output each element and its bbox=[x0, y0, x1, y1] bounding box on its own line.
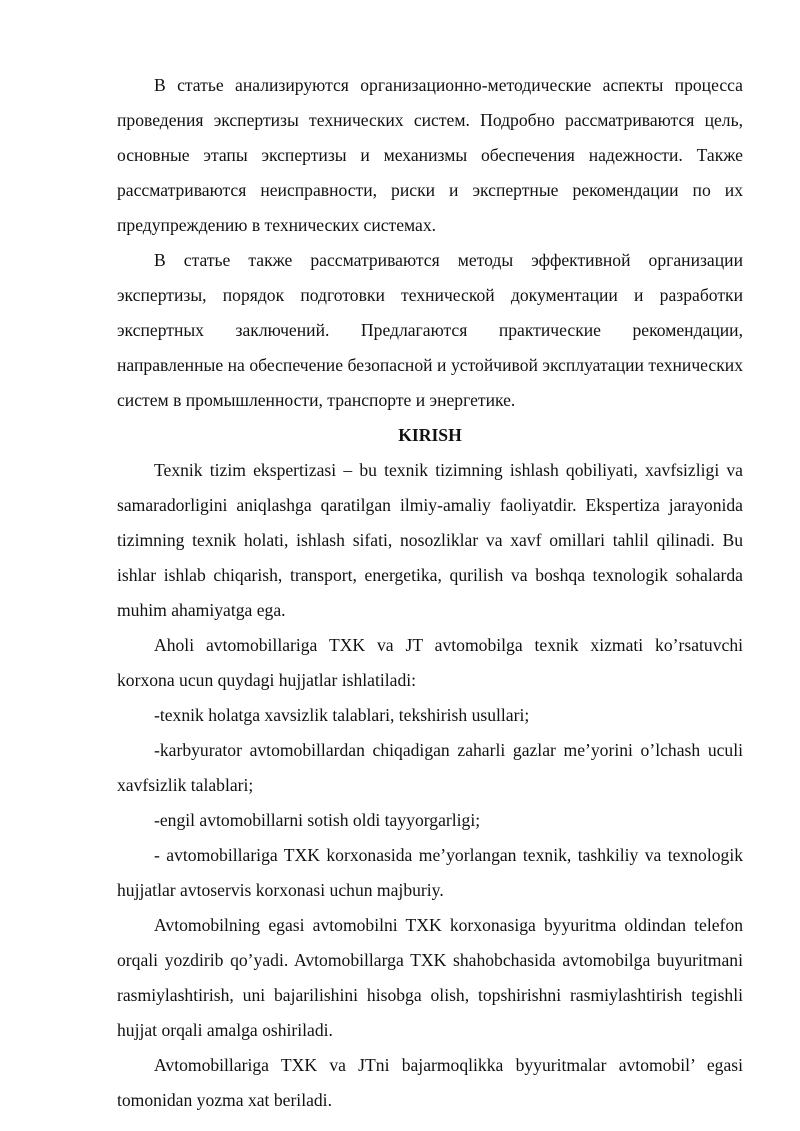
list-item-3: -engil avtomobillarni sotish oldi tayyorgarligi; bbox=[154, 810, 481, 830]
abstract-paragraph-2: В статье также рассматриваются методы эффективной организации экспертизы, порядок подготовки технической документации и разработки экспертных заключений. Предлагаются практические рекомендации, направленные на обеспечение безопасной и устойчивой эксплуатации технических систем в промышленности, транспорте и энергетике. bbox=[117, 250, 743, 410]
document-content bbox=[117, 68, 743, 1118]
list-item-2: -karbyurator avtomobillardan chiqadigan zaharli gazlar me’yorini o’lchash uculi xavfsizlik talablari; bbox=[117, 740, 743, 795]
list-item-1: -texnik holatga xavsizlik talablari, tekshirish usullari; bbox=[154, 705, 530, 725]
section-heading-kirish: KIRISH bbox=[398, 425, 462, 445]
abstract-paragraph-1: В статье анализируются организационно-методические аспекты процесса проведения экспертизы технических систем. Подробно рассматриваются цель, основные этапы экспертизы и механизмы обеспечения надежности. Также рассматриваются неисправности, риски и экспертные рекомендации по их предупреждению в технических системах. bbox=[117, 75, 743, 235]
list-item-4: - avtomobillariga TXK korxonasida me’yorlangan texnik, tashkiliy va texnologik hujjatlar avtoservis korxonasi uchun majburiy. bbox=[117, 845, 743, 900]
body-paragraph-1: Texnik tizim ekspertizasi – bu texnik tizimning ishlash qobiliyati, xavfsizligi va samaradorligini aniqlashga qaratilgan ilmiy-amaliy faoliyatdir. Ekspertiza jarayonida tizimning texnik holati, ishlash sifati, nosozliklar va xavf omillari tahlil qilinadi. Bu ishlar ishlab chiqarish, transport, energetika, qurilish va boshqa texnologik sohalarda muhim ahamiyatga ega. bbox=[117, 460, 743, 620]
body-paragraph-2: Aholi avtomobillariga TXK va JT avtomobilga texnik xizmati ko’rsatuvchi korxona ucun quydagi hujjatlar ishlatiladi: bbox=[117, 635, 743, 690]
body-paragraph-3: Avtomobilning egasi avtomobilni TXK korxonasiga byyuritma oldindan telefon orqali yozdirib qo’yadi. Avtomobillarga TXK shahobchasida avtomobilga buyuritmani rasmiylashtirish, uni bajarilishini hisobga olish, topshirishni rasmiylashtirish tegishli hujjat orqali amalga oshiriladi. bbox=[117, 915, 743, 1040]
body-paragraph-4: Avtomobillariga TXK va JTni bajarmoqlikka byyuritmalar avtomobil’ egasi tomonidan yozma xat beriladi. bbox=[117, 1055, 743, 1110]
